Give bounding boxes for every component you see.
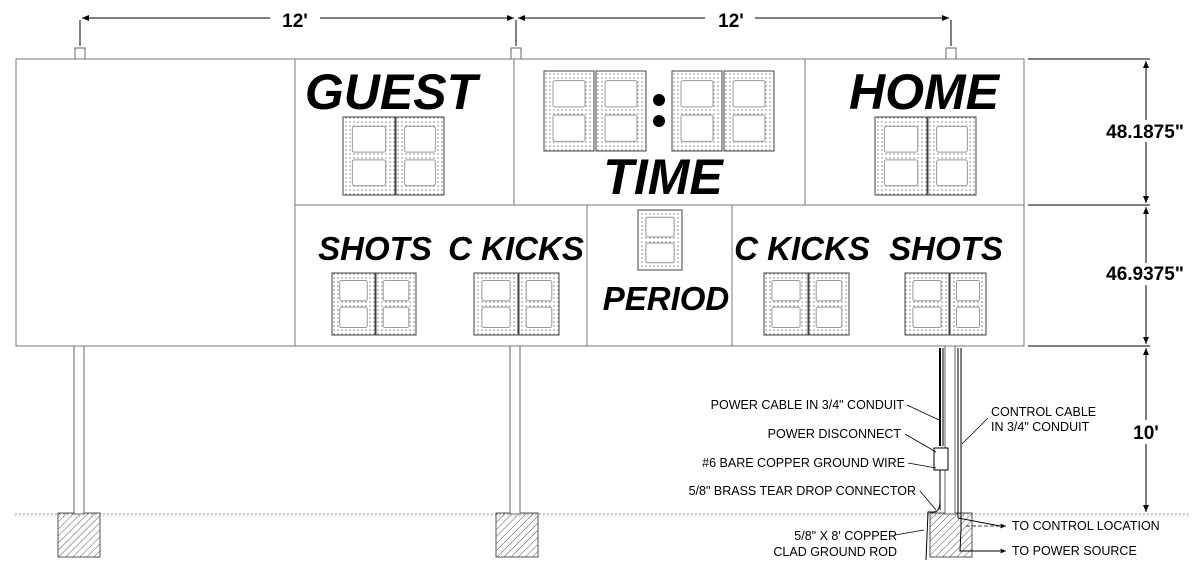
period-label: PERIOD <box>602 280 730 317</box>
control-cable-callout-line1: CONTROL CABLE <box>991 405 1097 419</box>
home-shots-digit-2 <box>950 273 986 335</box>
footing-center <box>496 513 538 557</box>
ground-rod-callout-line1: 5/8" X 8' COPPER <box>794 529 897 543</box>
guest-shots-label: SHOTS <box>318 230 432 267</box>
power-cable-callout: POWER CABLE IN 3/4" CONDUIT <box>710 398 904 412</box>
to-power-source-callout: TO POWER SOURCE <box>1012 544 1137 558</box>
clearance-dimension: 10' <box>1133 423 1159 444</box>
to-control-location-callout: TO CONTROL LOCATION <box>1012 519 1160 533</box>
guest-score-digit-2 <box>396 117 444 195</box>
ground-rod-callout-line2: CLAD GROUND ROD <box>773 545 897 559</box>
connector-callout: 5/8" BRASS TEAR DROP CONNECTOR <box>688 484 916 498</box>
clock-digit-3 <box>672 71 722 151</box>
power-disconnect-callout: POWER DISCONNECT <box>767 427 901 441</box>
home-score-digit-1 <box>875 117 927 195</box>
home-shots-digit-1 <box>905 273 949 335</box>
width-dimension-lines <box>80 18 951 46</box>
guest-corner-kicks-label: C KICKS <box>448 230 584 267</box>
clock-digit-1 <box>544 71 594 151</box>
home-ckicks-digit-1 <box>764 273 808 335</box>
clock-colon-bottom <box>653 115 665 127</box>
guest-score-digit-1 <box>343 117 395 195</box>
clock-digit-2 <box>596 71 646 151</box>
home-shots-label: SHOTS <box>889 230 1003 267</box>
time-label: TIME <box>603 149 723 205</box>
clock-colon-top <box>653 94 665 106</box>
footing-left <box>58 513 100 557</box>
home-label: HOME <box>849 64 999 120</box>
ground-line <box>15 514 1190 516</box>
control-cable-callout-line2: IN 3/4" CONDUIT <box>991 420 1090 434</box>
home-score-digit-2 <box>928 117 976 195</box>
ground-wire-callout: #6 BARE COPPER GROUND WIRE <box>702 456 905 470</box>
clock-digit-4 <box>724 71 774 151</box>
home-corner-kicks-label: C KICKS <box>734 230 870 267</box>
guest-ckicks-digit-1 <box>474 273 518 335</box>
guest-shots-digit-1 <box>332 273 375 335</box>
period-digit <box>638 210 682 270</box>
home-ckicks-digit-2 <box>809 273 849 335</box>
height-top-dimension: 48.1875" <box>1106 122 1184 143</box>
guest-label: GUEST <box>304 64 478 120</box>
guest-ckicks-digit-2 <box>519 273 559 335</box>
width-left-dimension: 12' <box>282 11 308 32</box>
width-right-dimension: 12' <box>718 11 744 32</box>
height-bottom-dimension: 46.9375" <box>1106 264 1184 285</box>
guest-shots-digit-2 <box>376 273 416 335</box>
